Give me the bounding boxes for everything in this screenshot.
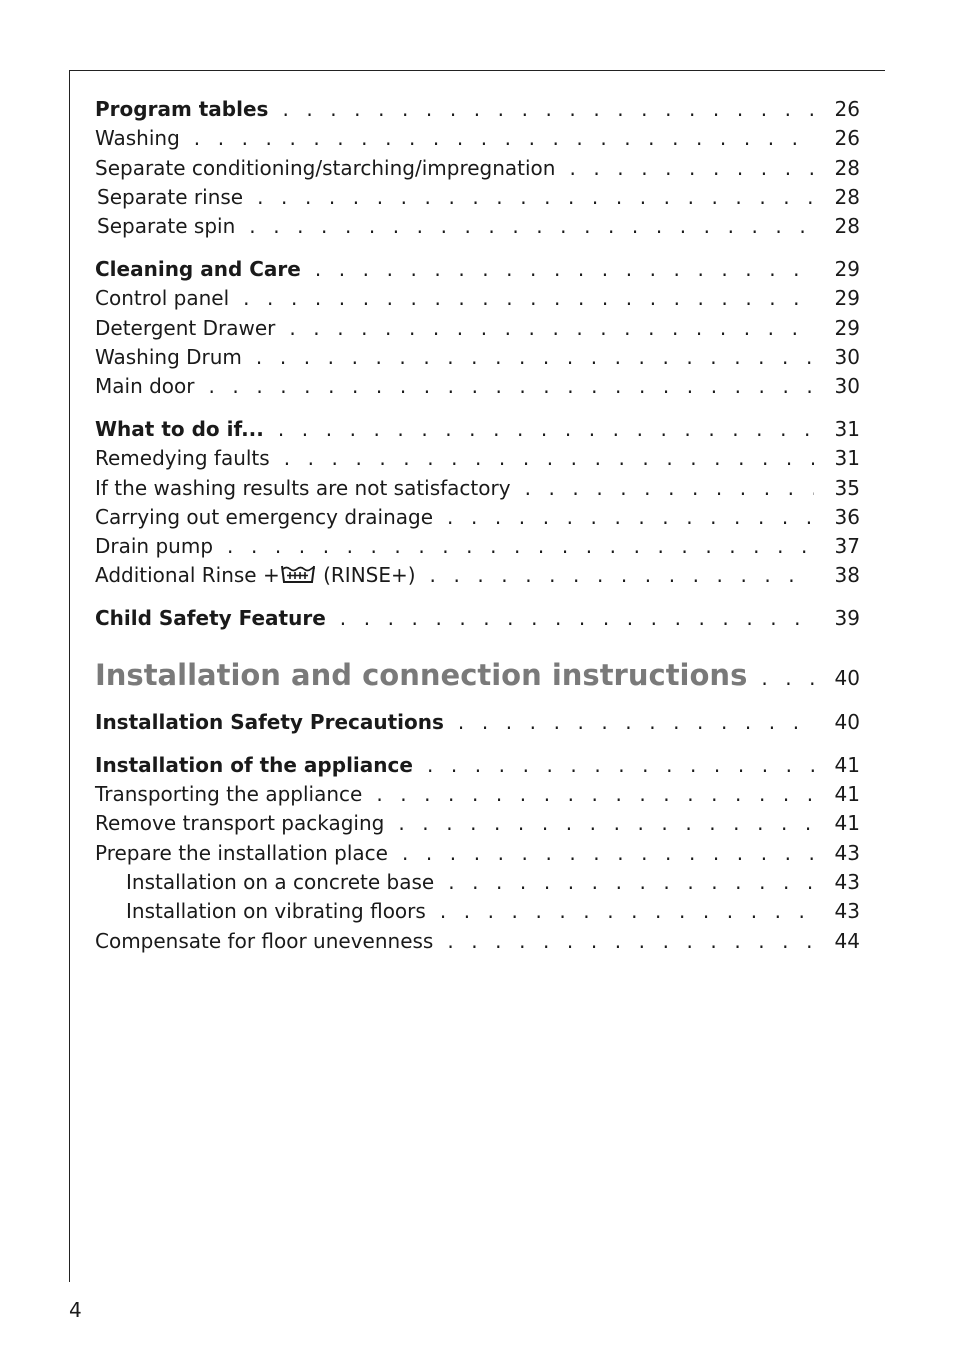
- toc-page-number: 26: [834, 97, 860, 121]
- toc-page-number: 43: [834, 899, 860, 924]
- toc-label: Installation Safety Precautions: [95, 710, 444, 735]
- toc-leader-dots: [289, 314, 814, 343]
- toc-leader-dots: [227, 532, 814, 561]
- toc-entry-concrete-base[interactable]: [95, 868, 860, 897]
- toc-page-number: 36: [834, 504, 860, 529]
- toc-page-number: 43: [834, 840, 860, 865]
- toc-entry-installation-of-appliance[interactable]: [95, 751, 860, 780]
- toc-leader-dots: [315, 255, 814, 284]
- toc-leader-dots: [209, 372, 815, 401]
- toc-leader-dots: [376, 780, 814, 809]
- toc-leader-dots: [284, 444, 814, 473]
- toc-leader-dots: [194, 124, 814, 153]
- toc-label: Transporting the appliance: [95, 782, 363, 807]
- toc-leader-dots: [430, 561, 814, 590]
- toc-label: Remove transport packaging: [95, 811, 385, 836]
- toc-label: Separate conditioning/starching/impregnation: [95, 155, 556, 180]
- toc-page-number: 41: [834, 811, 860, 836]
- toc-leader-dots: [340, 604, 814, 633]
- toc-leader-dots: [243, 284, 814, 313]
- toc-entry-separate-conditioning[interactable]: [95, 154, 860, 183]
- toc-section-heading-installation[interactable]: [95, 655, 860, 695]
- toc-label: Installation on a concrete base: [126, 870, 435, 895]
- toc-entry-separate-rinse[interactable]: [95, 183, 860, 212]
- toc-label: Cleaning and Care: [95, 256, 301, 281]
- toc-page-number: 43: [834, 870, 860, 895]
- toc-label: Installation on vibrating floors: [126, 899, 426, 924]
- page-number: 4: [69, 1298, 82, 1322]
- toc-leader-dots: [440, 897, 814, 926]
- toc-entry-washing-drum[interactable]: [95, 343, 860, 372]
- toc-label: Separate spin: [97, 214, 236, 239]
- toc-label: Carrying out emergency drainage: [95, 504, 434, 529]
- toc-leader-dots: [448, 868, 814, 897]
- toc-leader-dots: [569, 154, 814, 183]
- toc-leader-dots: [447, 503, 814, 532]
- toc-entry-cleaning-and-care[interactable]: [95, 255, 860, 284]
- toc-page-number: 44: [834, 928, 860, 953]
- toc-page-number: 41: [834, 752, 860, 777]
- toc-entry-separate-spin[interactable]: [95, 212, 860, 241]
- toc-label: If the washing results are not satisfactory: [95, 475, 511, 500]
- frame-left-rule: [69, 70, 70, 1282]
- toc-label: Main door: [95, 374, 195, 399]
- toc-page-number: 30: [834, 374, 860, 399]
- toc-leader-dots: [249, 212, 814, 241]
- toc-page-number: 38: [834, 563, 860, 588]
- toc-label: Program tables: [95, 97, 269, 121]
- toc-leader-dots: [427, 751, 814, 780]
- toc-page-number: 40: [834, 710, 860, 735]
- toc-entry-transport-packaging[interactable]: [95, 809, 860, 838]
- toc-page-number: 28: [834, 214, 860, 239]
- toc-entry-emergency-drainage[interactable]: [95, 503, 860, 532]
- rinse-plus-icon: [281, 563, 315, 585]
- frame-top-rule: [69, 70, 885, 71]
- toc-leader-dots: [402, 839, 814, 868]
- toc-leader-dots: [398, 809, 814, 838]
- toc-label: [95, 561, 416, 590]
- toc-label: Washing: [95, 126, 180, 151]
- toc-label-suffix: (RINSE+): [316, 563, 416, 588]
- toc-page-number: 31: [834, 446, 860, 471]
- toc-label: Remedying faults: [95, 446, 270, 471]
- toc-leader-dots: [447, 927, 814, 956]
- toc-label: Prepare the installation place: [95, 840, 388, 865]
- toc-leader-dots: [525, 474, 814, 503]
- toc-leader-dots: [256, 343, 814, 372]
- toc-page-number: 29: [834, 256, 860, 281]
- toc-entry-additional-rinse[interactable]: [95, 561, 860, 590]
- toc-entry-child-safety[interactable]: [95, 604, 860, 633]
- toc-entry-main-door[interactable]: [95, 372, 860, 401]
- toc-leader-dots: [761, 658, 814, 698]
- toc-label: Washing Drum: [95, 344, 242, 369]
- toc-label: Drain pump: [95, 534, 214, 559]
- toc-page-number: 29: [834, 286, 860, 311]
- toc-entry-installation-safety[interactable]: [95, 708, 860, 737]
- toc-entry-washing-results[interactable]: [95, 474, 860, 503]
- toc-entry-washing[interactable]: [95, 124, 860, 153]
- toc-entry-what-to-do-if[interactable]: [95, 415, 860, 444]
- toc-entry-program-tables[interactable]: [95, 95, 860, 124]
- toc-label: Separate rinse: [97, 184, 244, 209]
- toc-page-number: 28: [834, 184, 860, 209]
- toc-entry-vibrating-floors[interactable]: [95, 897, 860, 926]
- toc-label-prefix: Additional Rinse +: [95, 563, 280, 588]
- toc-label: Detergent Drawer: [95, 315, 276, 340]
- toc-leader-dots: [458, 708, 814, 737]
- toc-entry-transporting[interactable]: [95, 780, 860, 809]
- toc-page-number: 35: [834, 475, 860, 500]
- toc-entry-remedying-faults[interactable]: [95, 444, 860, 473]
- toc-entry-control-panel[interactable]: [95, 284, 860, 313]
- toc-label: What to do if...: [95, 416, 264, 441]
- toc-page-number: 26: [834, 126, 860, 151]
- toc-page-number: 28: [834, 155, 860, 180]
- table-of-contents: [95, 95, 860, 956]
- toc-entry-installation-place[interactable]: [95, 839, 860, 868]
- toc-entry-detergent-drawer[interactable]: [95, 314, 860, 343]
- toc-entry-drain-pump[interactable]: [95, 532, 860, 561]
- toc-page-number: 39: [834, 606, 860, 631]
- toc-page-number: 41: [834, 782, 860, 807]
- toc-label: Installation of the appliance: [95, 752, 413, 777]
- toc-entry-floor-unevenness[interactable]: [95, 927, 860, 956]
- toc-label: Child Safety Feature: [95, 606, 326, 631]
- toc-leader-dots: [282, 95, 814, 124]
- toc-leader-dots: [278, 415, 814, 444]
- toc-heading-label: Installation and connection instructions: [95, 657, 748, 692]
- toc-page-number: 30: [834, 344, 860, 369]
- toc-page-number: 31: [834, 416, 860, 441]
- toc-page-number: 29: [834, 315, 860, 340]
- toc-page-number: 40: [834, 665, 860, 690]
- toc-label: Compensate for floor unevenness: [95, 928, 434, 953]
- toc-label: Control panel: [95, 286, 230, 311]
- toc-page-number: 37: [834, 534, 860, 559]
- toc-leader-dots: [257, 183, 814, 212]
